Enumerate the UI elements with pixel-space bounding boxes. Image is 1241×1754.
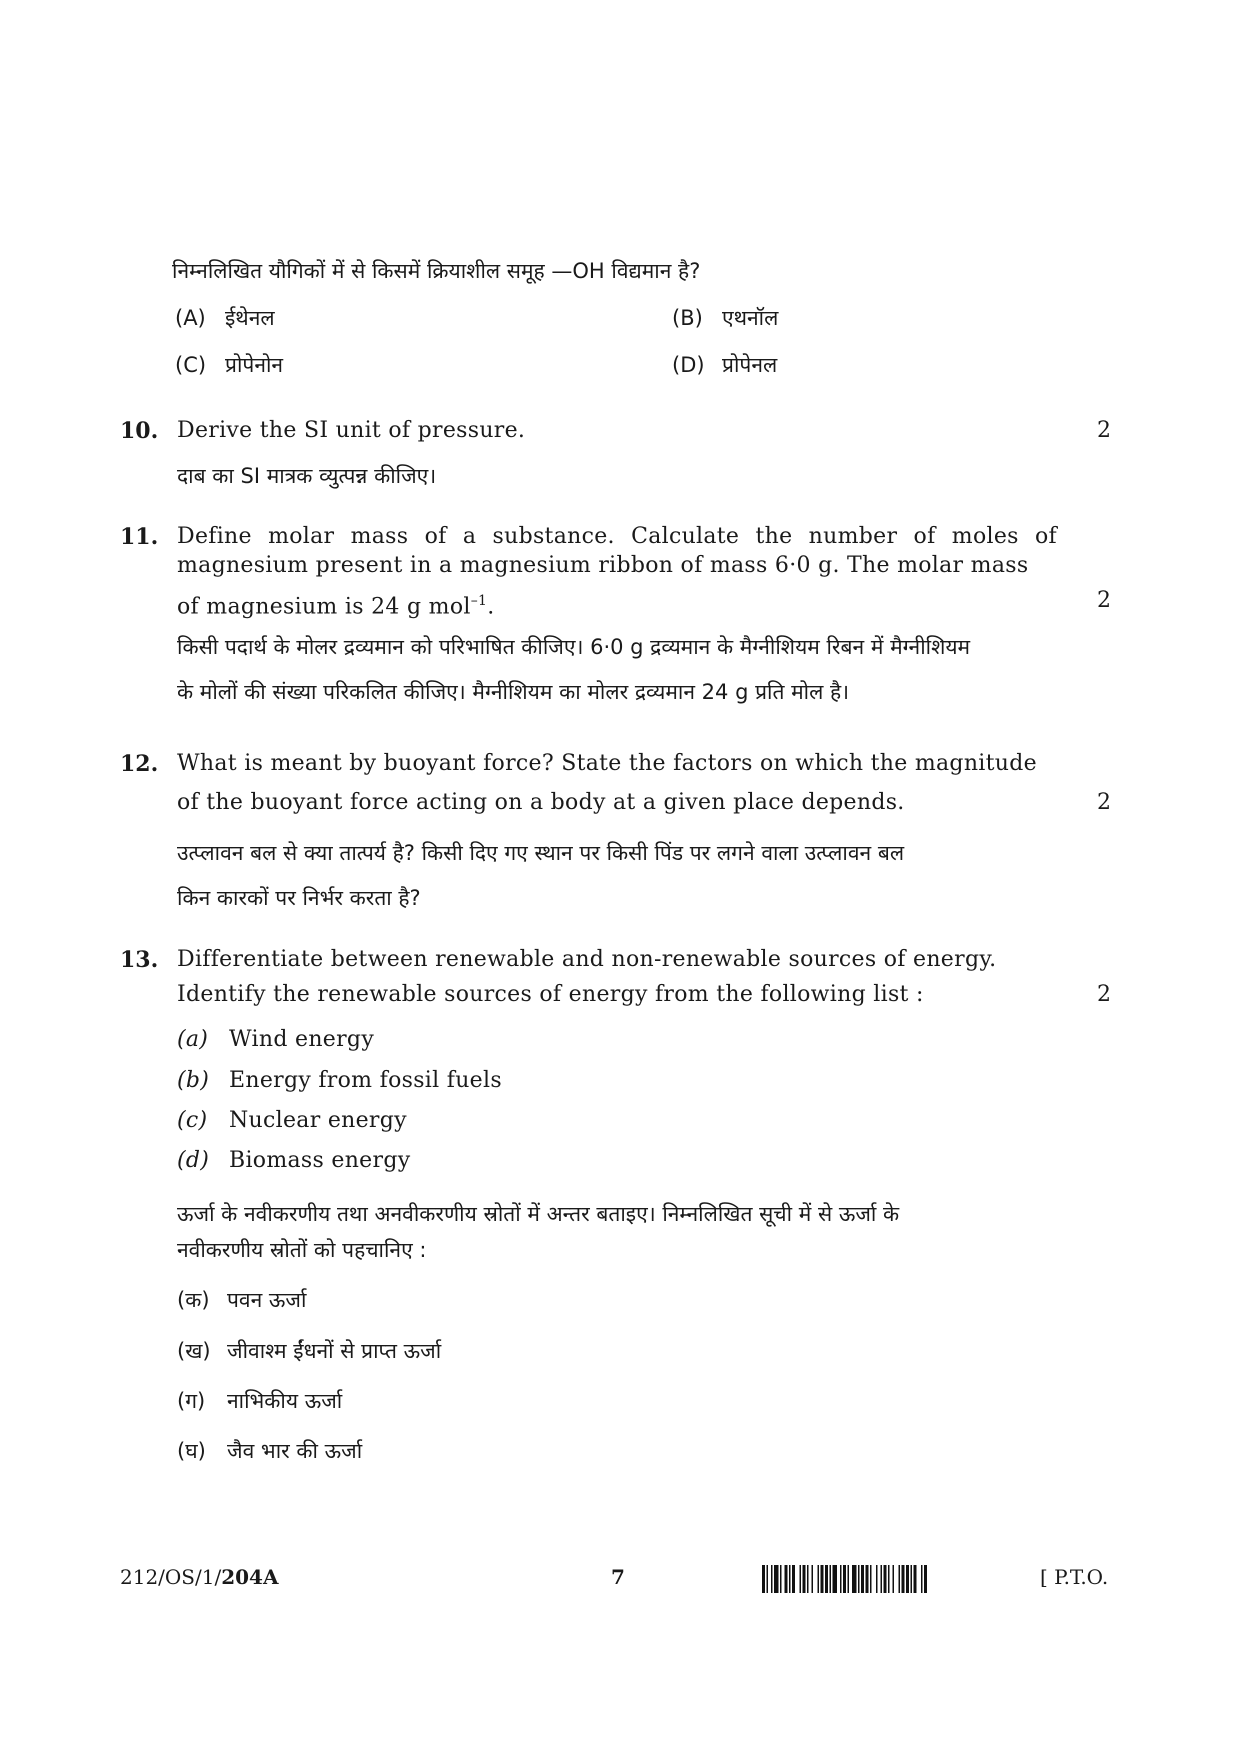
paper-code-prefix: 212/OS/1/ — [120, 1565, 222, 1589]
item-text: Biomass energy — [229, 1148, 411, 1173]
paper-code-bold: 204A — [221, 1565, 279, 1589]
q11-english-line3-text: of magnesium is 24 g mol — [177, 594, 471, 620]
q13-hindi-item-ga — [177, 1386, 342, 1416]
item-label: (घ) — [177, 1439, 206, 1463]
q12-number: 12. — [120, 751, 159, 777]
q10-marks: 2 — [1097, 418, 1111, 443]
q12-hindi-line2: किन कारकों पर निर्भर करता है? — [177, 886, 421, 910]
item-label: (ख) — [177, 1339, 211, 1363]
option-label: (A) — [175, 306, 206, 330]
q13-english-line2: Identify the renewable sources of energy from the following list : — [177, 982, 924, 1007]
option-label: (C) — [175, 353, 207, 377]
q11-english-line2: magnesium present in a magnesium ribbon of mass 6·0 g. The molar mass — [177, 553, 1029, 578]
item-text: Wind energy — [229, 1027, 375, 1052]
q13-item-c — [177, 1106, 407, 1136]
q11-marks: 2 — [1097, 588, 1111, 613]
item-label: (c) — [177, 1108, 208, 1133]
q12-hindi-line1: उत्प्लावन बल से क्या तात्पर्य है? किसी दिए गए स्थान पर किसी पिंड पर लगने वाला उत्प्लावन बल — [177, 841, 905, 865]
q10-hindi: दाब का SI मात्रक व्युत्पन्न कीजिए। — [177, 464, 437, 488]
q11-english-line3-end: . — [487, 594, 495, 620]
paper-code — [120, 1562, 278, 1592]
option-text: प्रोपेनल — [722, 353, 778, 377]
q13-hindi-line1: ऊर्जा के नवीकरणीय तथा अनवीकरणीय स्रोतों में अन्तर बताइए। निम्नलिखित सूची में से ऊर्जा के — [177, 1202, 900, 1226]
q11-hindi-line1: किसी पदार्थ के मोलर द्रव्यमान को परिभाषित कीजिए। 6·0 g द्रव्यमान के मैग्नीशियम रिबन में मैग्नीशियम — [177, 635, 971, 659]
q11-english-line3 — [177, 586, 495, 622]
q12-english-line1: What is meant by buoyant force? State the factors on which the magnitude — [177, 751, 1037, 776]
item-text: Nuclear energy — [229, 1108, 407, 1133]
q9-option-a — [175, 303, 275, 333]
q9-option-d — [672, 350, 777, 380]
q9-option-c — [175, 350, 283, 380]
item-text: जीवाश्म ईंधनों से प्राप्त ऊर्जा — [227, 1339, 442, 1363]
option-text: ईथेनल — [225, 306, 275, 330]
q12-marks: 2 — [1097, 790, 1111, 815]
q13-item-a — [177, 1025, 374, 1055]
item-text: पवन ऊर्जा — [227, 1288, 307, 1312]
q11-superscript: –1 — [470, 593, 488, 609]
q13-hindi-item-kha — [177, 1336, 441, 1366]
option-label: (D) — [672, 353, 705, 377]
q13-hindi-item-ka — [177, 1285, 306, 1315]
item-label: (b) — [177, 1068, 210, 1093]
item-text: नाभिकीय ऊर्जा — [227, 1389, 343, 1413]
q9-option-b — [672, 303, 778, 333]
item-label: (d) — [177, 1148, 210, 1173]
q13-hindi-item-gha — [177, 1436, 362, 1466]
item-label: (ग) — [177, 1389, 206, 1413]
q13-item-d — [177, 1146, 410, 1176]
q13-marks: 2 — [1097, 982, 1111, 1007]
item-text: जैव भार की ऊर्जा — [227, 1439, 363, 1463]
q9-hindi-question: निम्नलिखित यौगिकों में से किसमें क्रियाशील समूह —OH विद्यमान है? — [172, 259, 701, 283]
q11-hindi-line2: के मोलों की संख्या परिकलित कीजिए। मैग्नीशियम का मोलर द्रव्यमान 24 g प्रति मोल है। — [177, 680, 850, 704]
item-label: (क) — [177, 1288, 210, 1312]
q13-english-line1: Differentiate between renewable and non-renewable sources of energy. — [177, 947, 997, 972]
q13-number: 13. — [120, 947, 159, 973]
option-text: प्रोपेनोन — [225, 353, 284, 377]
pto-label: [ P.T.O. — [1040, 1565, 1109, 1589]
item-label: (a) — [177, 1027, 209, 1052]
q13-item-b — [177, 1066, 502, 1096]
q11-number: 11. — [120, 524, 159, 550]
item-text: Energy from fossil fuels — [229, 1068, 502, 1093]
q12-english-line2: of the buoyant force acting on a body at a given place depends. — [177, 790, 905, 815]
option-label: (B) — [672, 306, 703, 330]
option-text: एथनॉल — [722, 306, 779, 330]
q10-english: Derive the SI unit of pressure. — [177, 418, 526, 443]
q13-hindi-line2: नवीकरणीय स्रोतों को पहचानिए : — [177, 1238, 427, 1262]
barcode-icon — [762, 1565, 1022, 1593]
q11-english-line1: Define molar mass of a substance. Calculate the number of moles of — [177, 524, 1057, 549]
q10-number: 10. — [120, 418, 159, 444]
page-number: 7 — [611, 1565, 625, 1589]
